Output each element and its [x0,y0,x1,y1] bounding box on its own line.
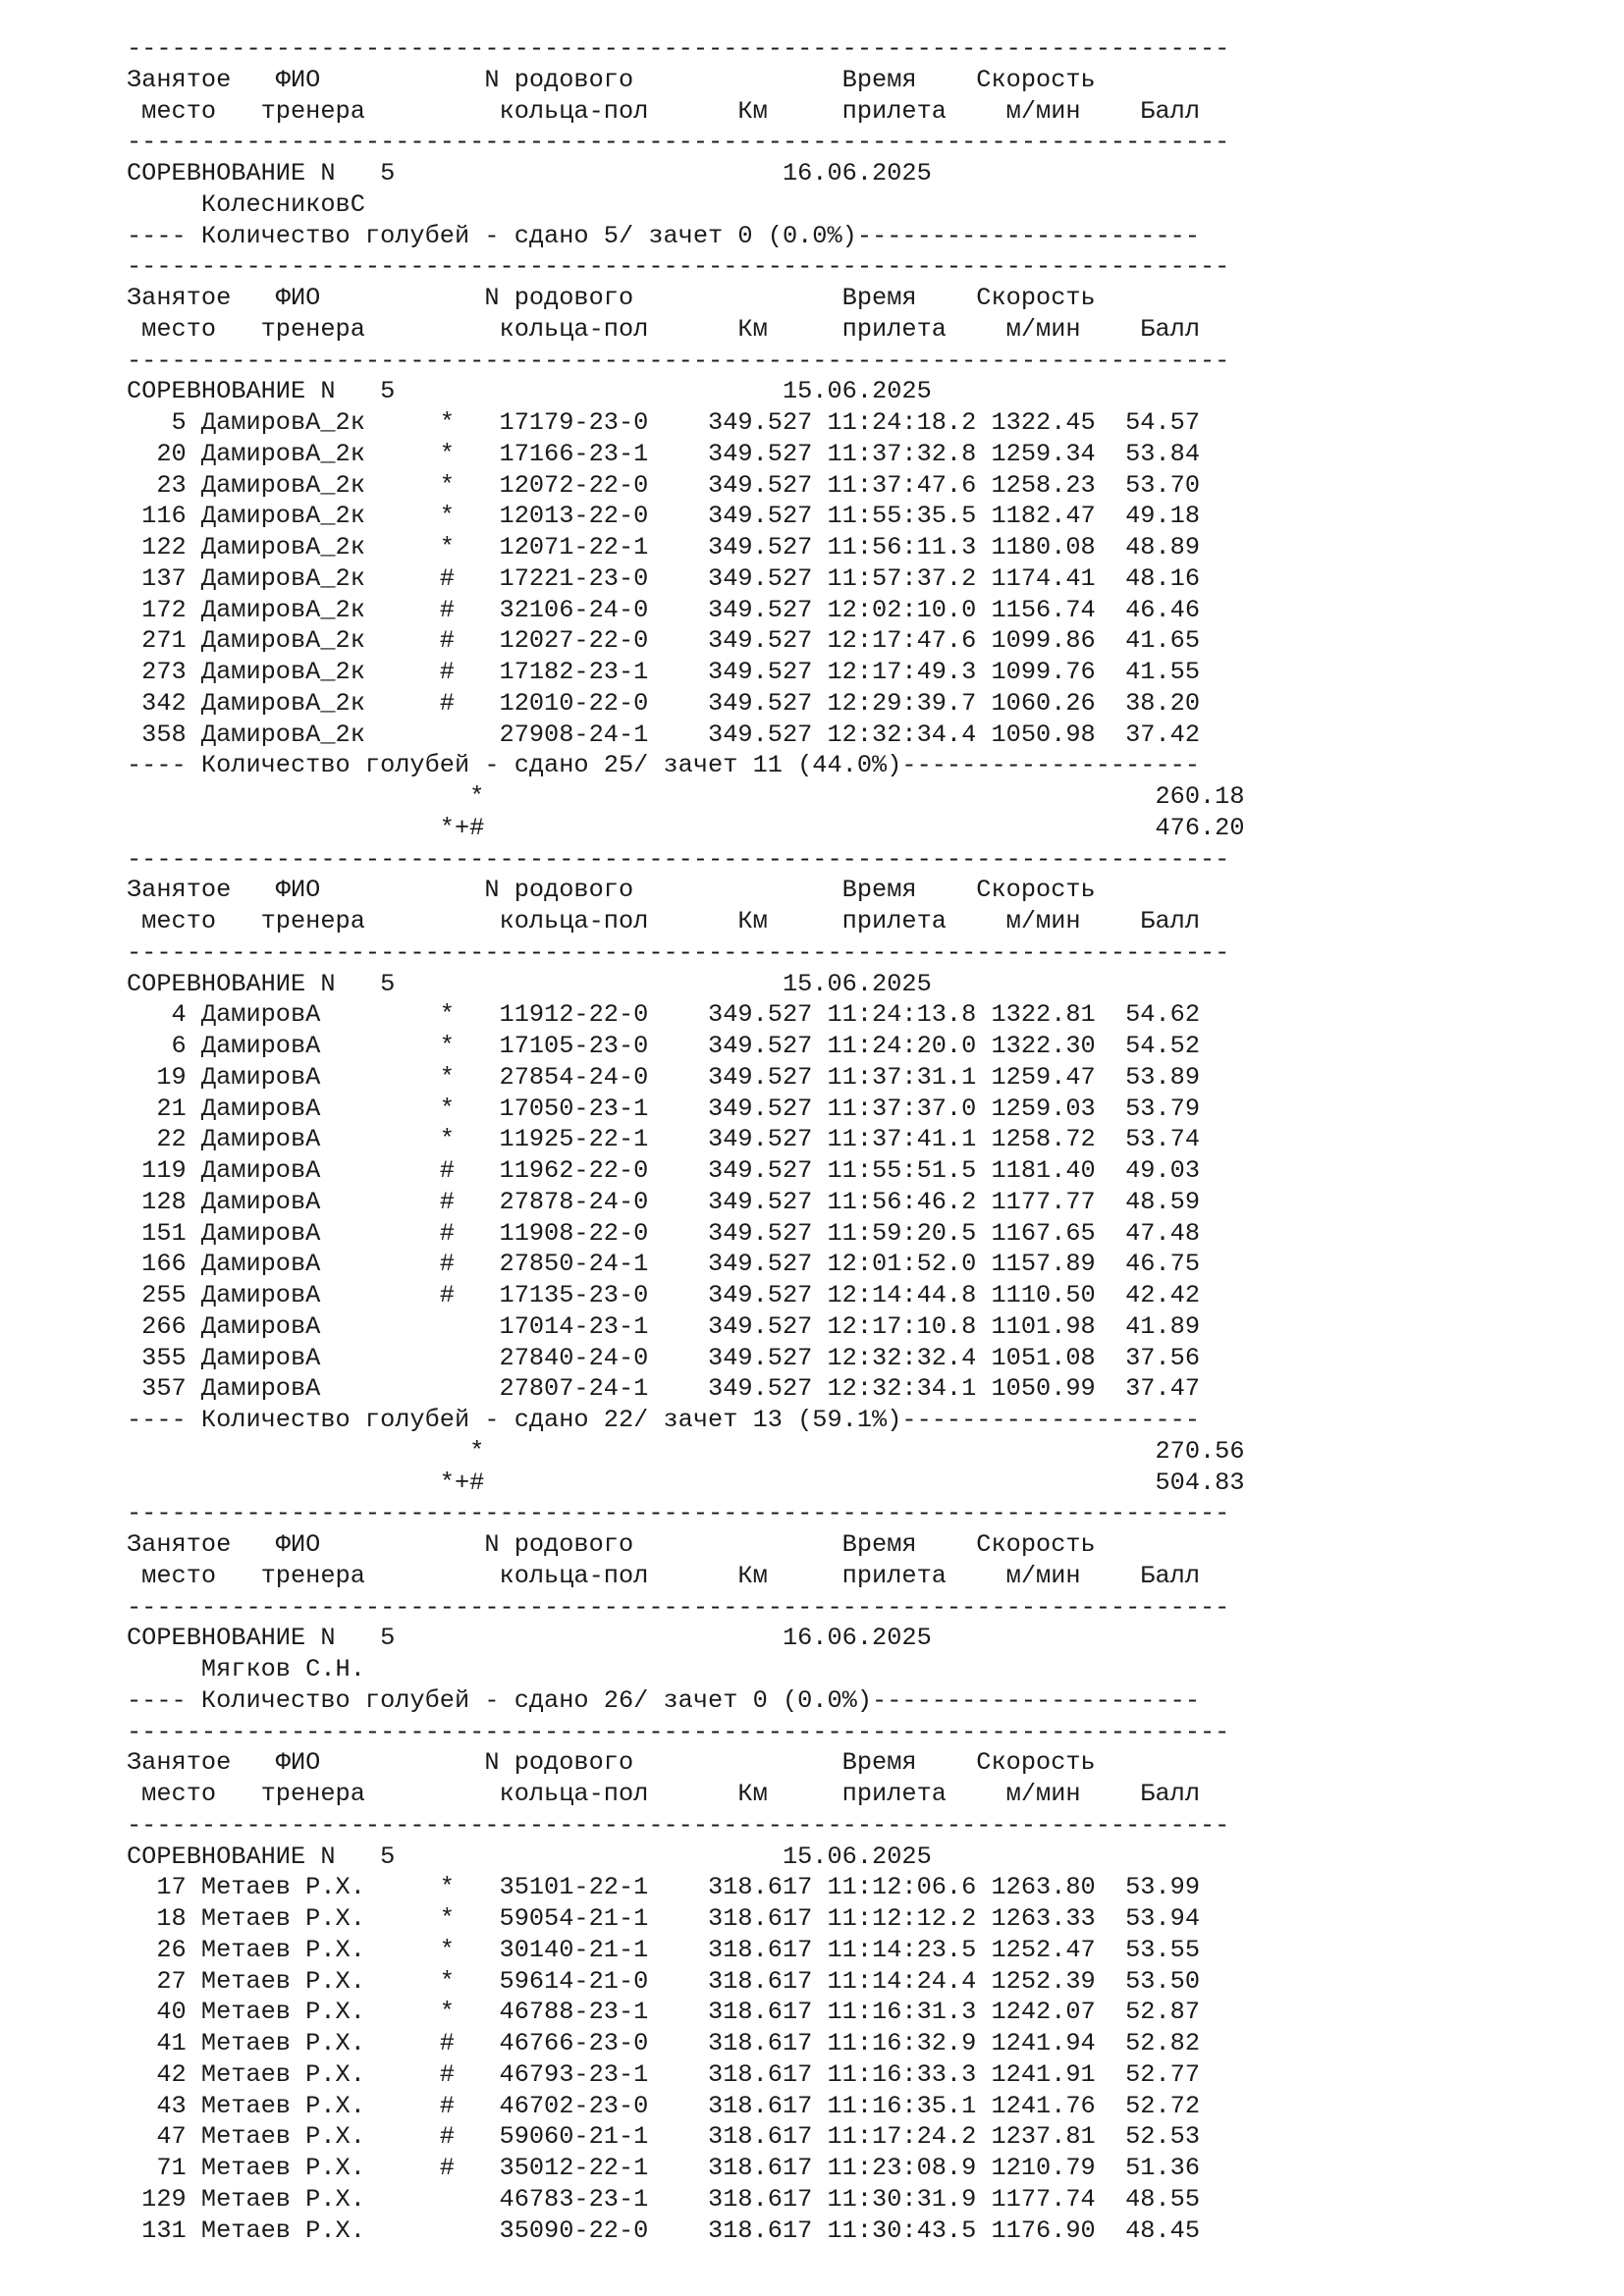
result-row: 43 Метаев Р.Х. # 46702-23-0 318.617 11:16:35.1 1241.76 52.72 [127,2091,1201,2120]
rule: -------------------------------------------------------------------------- [127,1717,1230,1746]
column-header-line-1: Занятое ФИО N родового Время Скорость [127,65,1096,94]
result-row: 22 ДамировА * 11925-22-1 349.527 11:37:41.1 1258.72 53.74 [127,1125,1201,1154]
column-header-line-2: место тренера кольца-пол Км прилета м/мин Балл [127,1780,1201,1808]
result-row: 20 ДамировА_2к * 17166-23-1 349.527 11:37:32.8 1259.34 53.84 [127,439,1201,468]
rule: -------------------------------------------------------------------------- [127,844,1230,874]
rule: -------------------------------------------------------------------------- [127,346,1230,375]
column-header-line-1: Занятое ФИО N родового Время Скорость [127,1748,1096,1778]
column-header-line-2: место тренера кольца-пол Км прилета м/мин Балл [127,96,1201,126]
points-total: * 270.56 [127,1436,1245,1466]
result-row: 41 Метаев Р.Х. # 46766-23-0 318.617 11:16:32.9 1241.94 52.82 [127,2029,1201,2057]
result-row: 71 Метаев Р.Х. # 35012-22-1 318.617 11:23:08.9 1210.79 51.36 [127,2154,1201,2182]
pigeon-count-summary: ---- Количество голубей - сдано 22/ зачет 13 (59.1%)-------------------- [127,1406,1201,1434]
result-row: 342 ДамировА_2к # 12010-22-0 349.527 12:29:39.7 1060.26 38.20 [127,688,1201,718]
rule: -------------------------------------------------------------------------- [127,937,1230,967]
result-row: 166 ДамировА # 27850-24-1 349.527 12:01:52.0 1157.89 46.75 [127,1250,1201,1279]
points-total: *+# 504.83 [127,1468,1245,1497]
pigeon-count-summary: ---- Количество голубей - сдано 25/ зачет 11 (44.0%)-------------------- [127,751,1201,780]
pigeon-count-summary: ---- Количество голубей - сдано 5/ зачет 0 (0.0%)----------------------- [127,221,1201,250]
result-row: 23 ДамировА_2к * 12072-22-0 349.527 11:37:47.6 1258.23 53.70 [127,470,1201,500]
result-row: 21 ДамировА * 17050-23-1 349.527 11:37:37.0 1259.03 53.79 [127,1094,1201,1123]
result-row: 273 ДамировА_2к # 17182-23-1 349.527 12:17:49.3 1099.76 41.55 [127,658,1201,686]
result-row: 129 Метаев Р.Х. 46783-23-1 318.617 11:30:31.9 1177.74 48.55 [127,2184,1201,2214]
competition-line: СОРЕВНОВАНИЕ N 5 15.06.2025 [127,377,932,406]
pigeon-count-summary: ---- Количество голубей - сдано 26/ зачет 0 (0.0%)---------------------- [127,1685,1201,1715]
rule: -------------------------------------------------------------------------- [127,1810,1230,1840]
column-header-line-1: Занятое ФИО N родового Время Скорость [127,284,1096,312]
result-row: 131 Метаев Р.Х. 35090-22-0 318.617 11:30:43.5 1176.90 48.45 [127,2216,1201,2245]
result-row: 151 ДамировА # 11908-22-0 349.527 11:59:20.5 1167.65 47.48 [127,1218,1201,1248]
result-row: 47 Метаев Р.Х. # 59060-21-1 318.617 11:17:24.2 1237.81 52.53 [127,2122,1201,2152]
result-row: 42 Метаев Р.Х. # 46793-23-1 318.617 11:16:33.3 1241.91 52.77 [127,2059,1201,2089]
result-row: 137 ДамировА_2к # 17221-23-0 349.527 11:57:37.2 1174.41 48.16 [127,563,1201,593]
result-row: 122 ДамировА_2к * 12071-22-1 349.527 11:56:11.3 1180.08 48.89 [127,533,1201,561]
result-row: 271 ДамировА_2к # 12027-22-0 349.527 12:17:47.6 1099.86 41.65 [127,626,1201,656]
result-row: 26 Метаев Р.Х. * 30140-21-1 318.617 11:14:23.5 1252.47 53.55 [127,1935,1201,1964]
rule: -------------------------------------------------------------------------- [127,252,1230,282]
rule: -------------------------------------------------------------------------- [127,1499,1230,1528]
result-row: 40 Метаев Р.Х. * 46788-23-1 318.617 11:16:31.3 1242.07 52.87 [127,1998,1201,2027]
column-header-line-1: Занятое ФИО N родового Время Скорость [127,1530,1096,1559]
points-total: * 260.18 [127,782,1245,811]
results-report [127,33,1501,2246]
result-row: 358 ДамировА_2к 27908-24-1 349.527 12:32:34.4 1050.98 37.42 [127,720,1201,749]
result-row: 17 Метаев Р.Х. * 35101-22-1 318.617 11:12:06.6 1263.80 53.99 [127,1873,1201,1902]
rule: -------------------------------------------------------------------------- [127,1592,1230,1622]
result-row: 18 Метаев Р.Х. * 59054-21-1 318.617 11:12:12.2 1263.33 53.94 [127,1904,1201,1933]
rule: -------------------------------------------------------------------------- [127,34,1230,63]
column-header-line-2: место тренера кольца-пол Км прилета м/мин Балл [127,314,1201,344]
result-row: 27 Метаев Р.Х. * 59614-21-0 318.617 11:14:24.4 1252.39 53.50 [127,1966,1201,1996]
column-header-line-2: место тренера кольца-пол Км прилета м/мин Балл [127,1561,1201,1590]
column-header-line-2: место тренера кольца-пол Км прилета м/мин Балл [127,907,1201,935]
result-row: 119 ДамировА # 11962-22-0 349.527 11:55:51.5 1181.40 49.03 [127,1156,1201,1185]
column-header-line-1: Занятое ФИО N родового Время Скорость [127,876,1096,905]
result-row: 116 ДамировА_2к * 12013-22-0 349.527 11:55:35.5 1182.47 49.18 [127,502,1201,531]
result-row: 6 ДамировА * 17105-23-0 349.527 11:24:20.0 1322.30 54.52 [127,1032,1201,1060]
points-total: *+# 476.20 [127,813,1245,842]
rule: -------------------------------------------------------------------------- [127,128,1230,157]
trainer-name: Мягков С.Н. [127,1655,365,1683]
result-row: 4 ДамировА * 11912-22-0 349.527 11:24:13.8 1322.81 54.62 [127,1000,1201,1030]
competition-line: СОРЕВНОВАНИЕ N 5 16.06.2025 [127,1624,932,1653]
result-row: 266 ДамировА 17014-23-1 349.527 12:17:10.8 1101.98 41.89 [127,1311,1201,1341]
result-row: 128 ДамировА # 27878-24-0 349.527 11:56:46.2 1177.77 48.59 [127,1187,1201,1216]
competition-line: СОРЕВНОВАНИЕ N 5 16.06.2025 [127,159,932,187]
result-row: 255 ДамировА # 17135-23-0 349.527 12:14:44.8 1110.50 42.42 [127,1281,1201,1309]
trainer-name: КолесниковС [127,189,365,219]
result-row: 19 ДамировА * 27854-24-0 349.527 11:37:31.1 1259.47 53.89 [127,1062,1201,1092]
competition-line: СОРЕВНОВАНИЕ N 5 15.06.2025 [127,1842,932,1871]
result-row: 172 ДамировА_2к # 32106-24-0 349.527 12:02:10.0 1156.74 46.46 [127,595,1201,624]
result-row: 355 ДамировА 27840-24-0 349.527 12:32:32.4 1051.08 37.56 [127,1343,1201,1372]
result-row: 5 ДамировА_2к * 17179-23-0 349.527 11:24:18.2 1322.45 54.57 [127,408,1201,437]
result-row: 357 ДамировА 27807-24-1 349.527 12:32:34.1 1050.99 37.47 [127,1374,1201,1404]
competition-line: СОРЕВНОВАНИЕ N 5 15.06.2025 [127,969,932,998]
